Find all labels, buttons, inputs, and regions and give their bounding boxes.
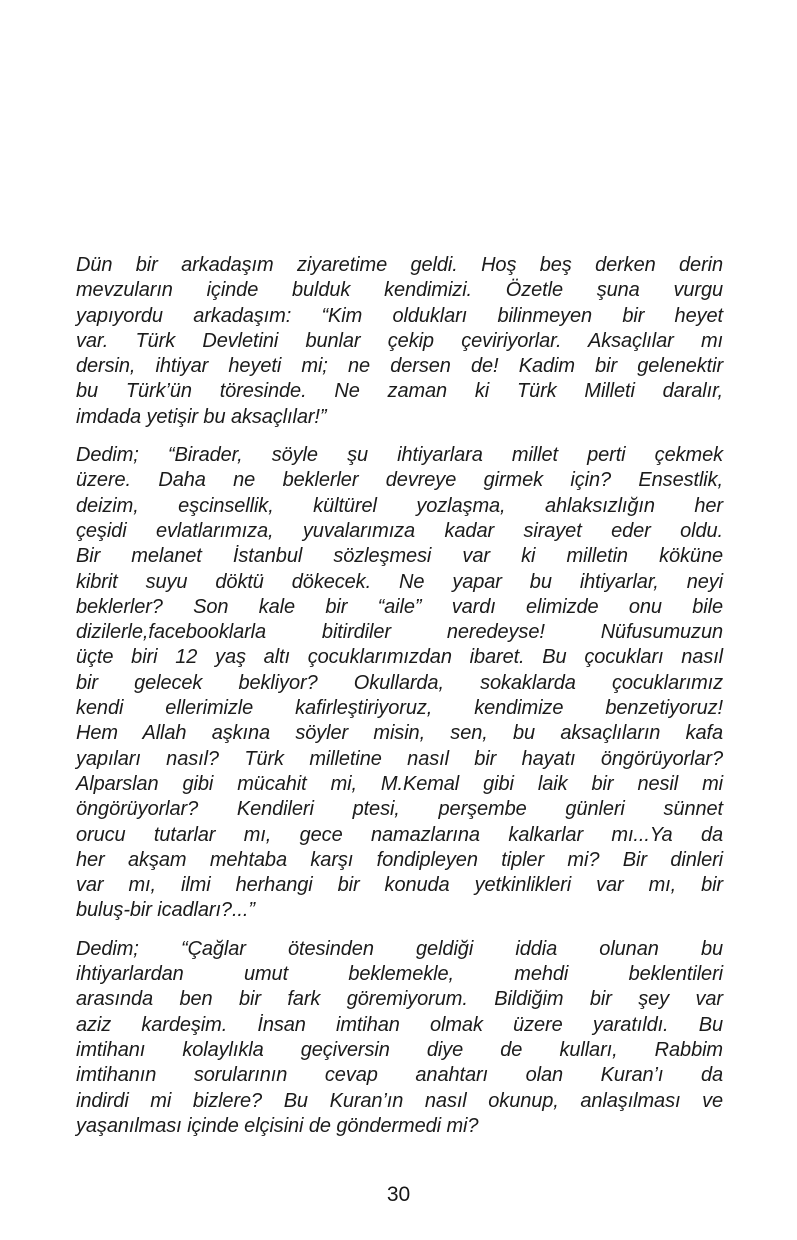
text-line: Dedim; “Birader, söyle şu ihtiyarlara millet perti çekmek: [76, 444, 723, 467]
text-line: çeşidi evlatlarımıza, yuvalarımıza kadar sirayet eder oldu.: [76, 519, 723, 542]
text-line: yapıyordu arkadaşım: “Kim oldukları bilinmeyen bir heyet: [76, 304, 723, 327]
text-line: dizilerle,facebooklarla bitirdiler neredeyse! Nüfusumuzun: [76, 621, 723, 644]
text-line: deizim, eşcinsellik, kültürel yozlaşma, ahlaksızlığın her: [76, 494, 723, 517]
text-line: aziz kardeşim. İnsan imtihan olmak üzere yaratıldı. Bu: [76, 1013, 723, 1036]
paragraph: [76, 443, 723, 924]
text-line: Alparslan gibi mücahit mi, M.Kemal gibi laik bir nesil mi: [76, 772, 723, 795]
paragraph: [76, 937, 723, 1139]
text-line: Dedim; “Çağlar ötesinden geldiği iddia olunan bu: [76, 937, 723, 960]
text-line: buluş-bir icadları?...”: [76, 899, 255, 922]
text-block: [76, 253, 723, 1139]
text-line: var mı, ilmi herhangi bir konuda yetkinlikleri var mı, bir: [76, 874, 723, 897]
text-line: üzere. Daha ne beklerler devreye girmek için? Ensestlik,: [76, 469, 723, 492]
text-line: öngörüyorlar? Kendileri ptesi, perşembe günleri sünnet: [76, 798, 723, 821]
text-line: Hem Allah aşkına söyler misin, sen, bu aksaçlıların kafa: [76, 722, 723, 745]
text-line: yaşanılması içinde elçisini de göndermedi mi?: [76, 1114, 479, 1137]
text-line: Bir melanet İstanbul sözleşmesi var ki milletin köküne: [76, 545, 723, 568]
text-line: kendi ellerimizle kafirleştiriyoruz, kendimize benzetiyoruz!: [76, 697, 723, 720]
text-line: üçte biri 12 yaş altı çocuklarımızdan ibaret. Bu çocukları nasıl: [76, 646, 723, 669]
page-number: 30: [386, 1183, 411, 1206]
text-line: imtihanı kolaylıkla geçiversin diye de kulları, Rabbim: [76, 1038, 723, 1061]
text-line: imdada yetişir bu aksaçlılar!”: [76, 405, 327, 428]
text-line: beklerler? Son kale bir “aile” vardı elimizde onu bile: [76, 595, 723, 618]
text-line: arasında ben bir fark göremiyorum. Bildiğim bir şey var: [76, 988, 723, 1011]
text-line: imtihanın sorularının cevap anahtarı olan Kuran’ı da: [76, 1064, 723, 1087]
text-line: indirdi mi bizlere? Bu Kuran’ın nasıl okunup, anlaşılması ve: [76, 1089, 723, 1112]
text-line: mevzuların içinde bulduk kendimizi. Özetle şuna vurgu: [76, 279, 723, 302]
text-line: Dün bir arkadaşım ziyaretime geldi. Hoş beş derken derin: [76, 254, 723, 276]
text-line: her akşam mehtaba karşı fondipleyen tipler mi? Bir dinleri: [76, 848, 723, 871]
text-line: kibrit suyu döktü dökecek. Ne yapar bu ihtiyarlar, neyi: [76, 570, 723, 593]
paragraph: [76, 253, 723, 430]
text-line: orucu tutarlar mı, gece namazlarına kalkarlar mı...Ya da: [76, 823, 723, 846]
text-line: dersin, ihtiyar heyeti mi; ne dersen de! Kadim bir gelenektir: [76, 355, 723, 378]
text-line: ihtiyarlardan umut beklemekle, mehdi beklentileri: [76, 963, 723, 986]
text-line: bir gelecek bekliyor? Okullarda, sokaklarda çocuklarımız: [76, 671, 723, 694]
text-line: bu Türk’ün töresinde. Ne zaman ki Türk Milleti daralır,: [76, 380, 723, 403]
text-line: var. Türk Devletini bunlar çekip çeviriyorlar. Aksaçlılar mı: [76, 329, 723, 352]
text-line: yapıları nasıl? Türk milletine nasıl bir hayatı öngörüyorlar?: [76, 747, 723, 770]
